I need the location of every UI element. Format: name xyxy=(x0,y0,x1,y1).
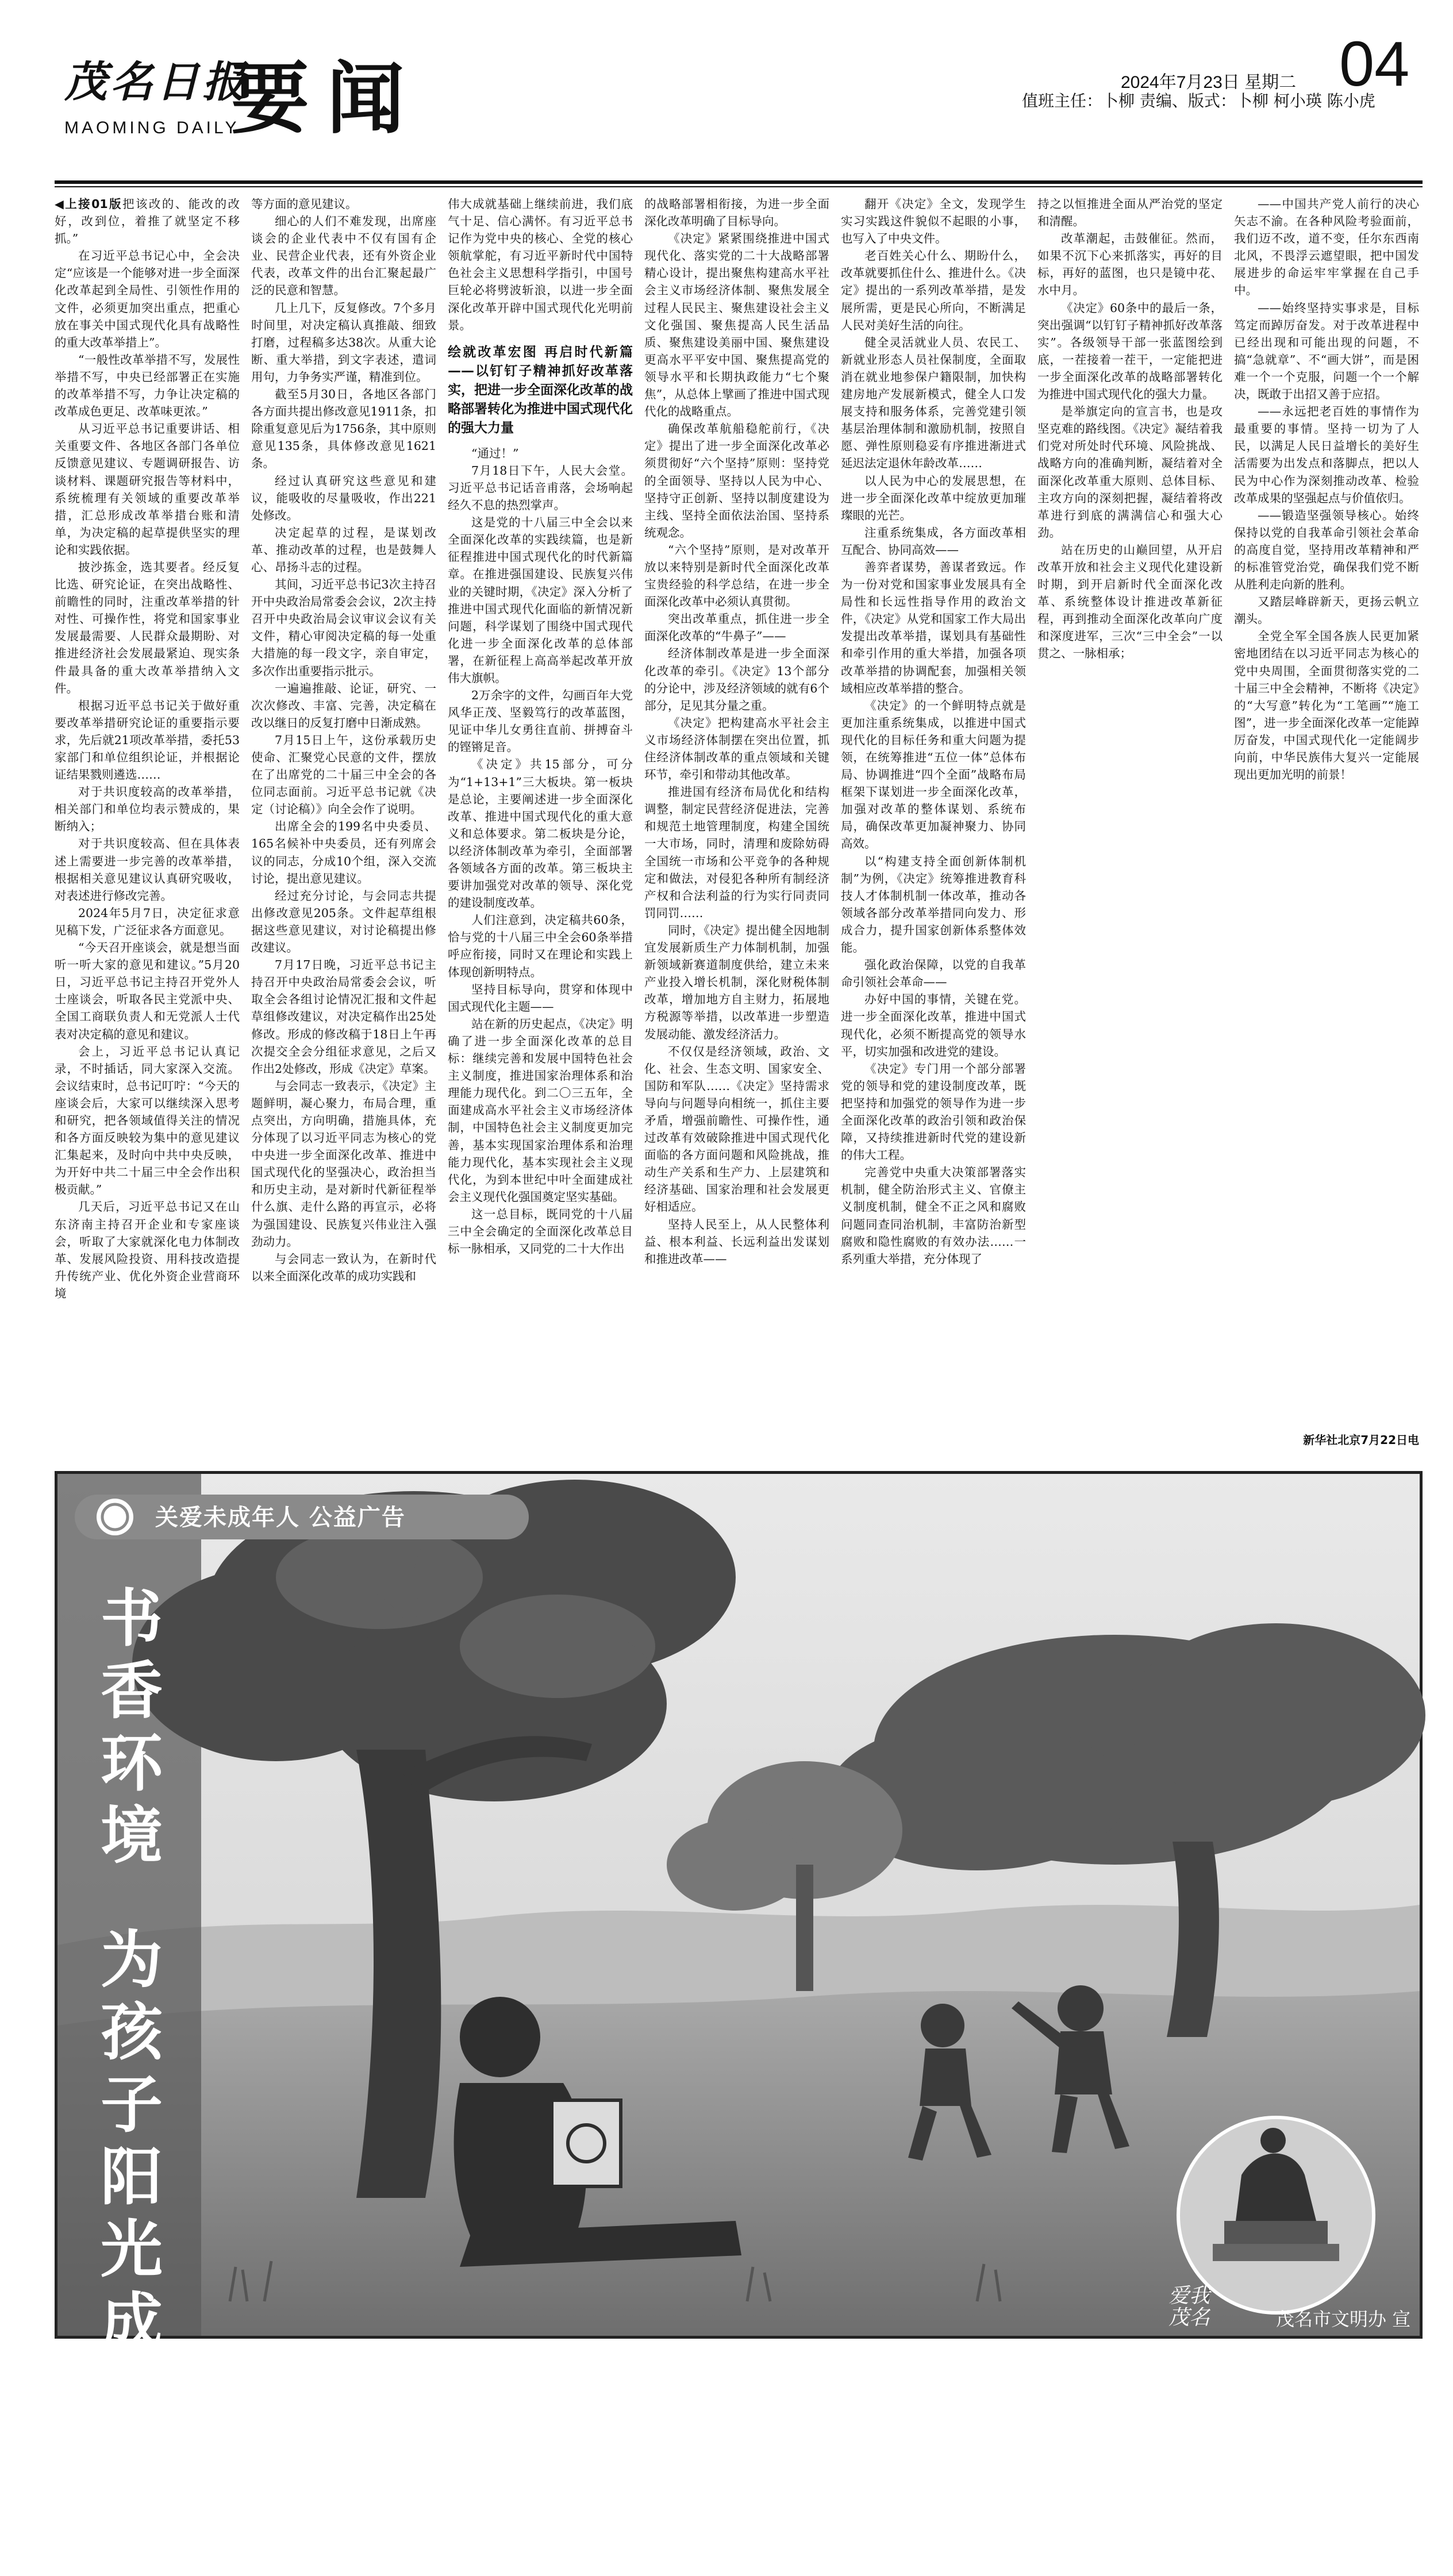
newspaper-logo-en: MAOMING DAILY xyxy=(64,118,240,137)
paragraph: 披沙拣金，选其要者。经反复比选、研究论证，在突出战略性、前瞻性的同时，注重改革举措的针对性、可操作性，将党和国家事业发展最需要、人民群众最期盼、对推进经济社会发展最紧迫、现实条件最具备的重大改革举措纳入文件。 xyxy=(55,560,240,695)
continued-marker: ◀上接01版 xyxy=(55,197,122,211)
newspaper-logo: 茂名日报 xyxy=(64,57,248,107)
paragraph: 突出改革重点，抓住进一步全面深化改革的“牛鼻子”—— xyxy=(644,612,829,644)
paragraph: 的战略部署相衔接，为进一步全面深化改革明确了目标导向。 xyxy=(644,197,829,229)
ad-slogan-line-1: 书香环境 xyxy=(100,1583,163,1872)
paragraph: 决定起草的过程，是谋划改革、推动改革的过程，也是鼓舞人心、昂扬斗志的过程。 xyxy=(251,525,436,574)
paragraph: 几天后，习近平总书记又在山东济南主持召开企业和专家座谈会，听取了大家就深化电力体制改革、发展风险投资、用科技改造提升传统产业、优化外资企业营商环境 xyxy=(55,1200,240,1300)
paragraph: 翻开《决定》全文，发现学生实习实践这件貌似不起眼的小事，也写入了中央文件。 xyxy=(841,197,1026,246)
paragraph: 经济体制改革是进一步全面深化改革的牵引。《决定》13个部分的分论中，涉及经济领域的就有6个部分，足见其分量之重。 xyxy=(644,646,829,713)
paragraph: “六个坚持”原则，是对改革开放以来特别是新时代全面深化改革宝贵经验的科学总结，在进一步全面深化改革中必须认真贯彻。 xyxy=(644,542,829,609)
paragraph: 又踏层峰辟新天，更扬云帆立潮头。 xyxy=(1234,595,1419,626)
section-title: 要闻 xyxy=(231,54,422,145)
article-column-1 xyxy=(55,195,240,1449)
paragraph: 站在历史的山巅回望，从开启改革开放和社会主义现代化建设新时期，到开启新时代全面深化改革、系统整体设计推进改革新征程，再到推动全面深化改革向广度和深度进军，三次“三中全会”一以贯之、一脉相承； xyxy=(1037,542,1223,661)
paragraph: 细心的人们不难发现，出席座谈会的企业代表中不仅有国有企业、民营企业代表，还有外资企业代表，改革文件的出台汇聚起最广泛的民意和智慧。 xyxy=(251,214,436,298)
paragraph: 出席全会的199名中央委员、165名候补中央委员，还有列席会议的同志，分成10个组，深入交流讨论，提出意见建议。 xyxy=(251,819,436,885)
article-column-6 xyxy=(1037,195,1223,1449)
paragraph: 根据习近平总书记关于做好重要改革举措研究论证的重要指示要求，先后就21项改革举措，委托53家部门和单位组织论证，并根据论证结果戮则遴选…… xyxy=(55,698,240,782)
statue-photo xyxy=(1178,2117,1374,2313)
paragraph: 以人民为中心的发展思想，在进一步全面深化改革中绽放更加璀璨眼的光芒。 xyxy=(841,473,1026,522)
paragraph: 等方面的意见建议。 xyxy=(251,197,358,211)
page-number: 04 xyxy=(1339,29,1410,99)
paragraph: 2万余字的文件，勾画百年大党风华正茂、坚毅笃行的改革蓝图，见证中华儿女勇往直前、拼搏奋斗的铿锵足音。 xyxy=(448,688,633,754)
public-service-ad xyxy=(55,1471,1423,2575)
paragraph: 注重系统集成，各方面改革相互配合、协同高效—— xyxy=(841,525,1026,557)
paragraph: 《决定》把构建高水平社会主义市场经济体制摆在突出位置，抓住经济体制改革的重点领域和关键环节，牵引和带动其他改革。 xyxy=(644,715,829,782)
paragraph: 确保改革航船稳舵前行，《决定》提出了进一步全面深化改革必须贯彻好“六个坚持”原则：坚持党的全面领导、坚持以人民为中心、坚持守正创新、坚持以制度建设为主线、坚持全面依法治国、坚持系统观念。 xyxy=(644,422,829,540)
paragraph: 《决定》的一个鲜明特点就是更加注重系统集成，以推进中国式现代化的目标任务和重大问题为提领，在统筹推进“五位一体”总体布局、协调推进“四个全面”战略布局框架下谋划进一步全面深化改革，加强对改革的整体谋划、系统布局，确保改革更加凝神聚力、协同高效。 xyxy=(841,698,1026,851)
paragraph: 强化政治保障，以党的自我革命引领社会革命—— xyxy=(841,958,1026,989)
paragraph: 办好中国的事情，关键在党。进一步全面深化改革，推进中国式现代化，必须不断提高党的领导水平，切实加强和改进党的建设。 xyxy=(841,992,1026,1058)
paragraph: 会上，习近平总书记认真记录，不时插话，同大家深入交流。会议结束时，总书记叮咛：“今天的座谈会后，大家可以继续深入思考和研究，把各领域值得关注的情况和各方面反映较为集中的意见建议汇集起来，及时向中共中央反映，为开好中共二十届三中全会作出积极贡献。” xyxy=(55,1044,240,1197)
paragraph: 对于共识度较高的改革举措，相关部门和单位均表示赞成的，果断纳入； xyxy=(55,785,240,834)
paragraph: 经过充分讨论，与会同志共提出修改意见205条。文件起草组根据这些意见建议，对讨论稿提出修改建议。 xyxy=(251,888,436,955)
paragraph: “一般性改革举措不写，发展性举措不写，中央已经部署正在实施的改革举措不写，力争让决定稿的改革成色更足、改革味更浓。” xyxy=(55,352,240,419)
subheading: 绘就改革宏图 再启时代新篇——以钉钉子精神抓好改革落实，把进一步全面深化改革的战略部署转化为推进中国式现代化的强大力量 xyxy=(448,344,633,436)
paragraph: “通过！” xyxy=(471,446,519,460)
paragraph: 与会同志一致认为，在新时代以来全面深化改革的成功实践和 xyxy=(251,1252,436,1283)
paragraph: 站在新的历史起点，《决定》明确了进一步全面深化改革的总目标：继续完善和发展中国特色社会主义制度，推进国家治理体系和治理能力现代化。到二〇三五年，全面建成高水平社会主义市场经济体制，中国特色社会主义制度更加完善，基本实现国家治理体系和治理能力现代化，基本实现社会主义现代化，为到本世纪中叶全面建成社会主义现代化强国奠定坚实基础。 xyxy=(448,1016,633,1204)
paragraph: 对于共识度较高、但在具体表述上需要进一步完善的改革举措，根据相关意见建议认真研究吸收，对表述进行修改完善。 xyxy=(55,837,240,903)
paragraph: 从习近平总书记重要讲话、相关重要文件、各地区各部门各单位反馈意见建议、专题调研报告、访谈材料、课题研究报告等材料中，系统梳理有关领域的重要改革举措，汇总形成改革举措台账和清单，为决定稿的起草提供坚实的理论和实践依据。 xyxy=(55,422,240,557)
paragraph: 持之以恒推进全面从严治党的坚定和清醒。 xyxy=(1037,197,1223,229)
paragraph: ——始终坚持实事求是，目标笃定而踔厉奋发。对于改革进程中已经出现和可能出现的问题，不搞“急就章”、不“画大饼”，而是困难一个一个克服，问题一个一个解决，既敢于出招又善于应招。 xyxy=(1234,301,1419,402)
paragraph: 《决定》60条中的最后一条，突出强调“以钉钉子精神抓好改革落实”。各级领导干部一张蓝图绘到底，一茬接着一茬干，一定能把进一步全面深化改革的战略部署转化为推进中国式现代化的强大力量。 xyxy=(1037,301,1223,402)
paragraph: 其间，习近平总书记3次主持召开中央政治局常委会会议，2次主持召开中央政治局会议审议会议有关文件，精心审阅决定稿的每一处重大措施的每一段文字，亲自审定，多次作出重要指示批示。 xyxy=(251,577,436,678)
ad-sponsor: 茂名市文明办 宣 xyxy=(1276,2308,1411,2330)
ad-script-logo: 爱我茂名 xyxy=(1168,2284,1210,2329)
paragraph: 在习近平总书记心中，全会决定“应该是一个能够对进一步全面深化改革起到全局性、引领性作用的文件，必须更加突出重点，把重心放在事关中国式现代化具有战略性的重大改革举措上”。 xyxy=(55,249,240,349)
paragraph: 伟大成就基础上继续前进，我们底气十足、信心满怀。有习近平总书记作为党中央的核心、全党的核心领航掌舵，有习近平新时代中国特色社会主义思想科学指引，中国号巨轮必将劈波斩浪，以进一步全面深化改革开辟中国式现代化光明前景。 xyxy=(448,197,633,332)
paragraph: 7月18日下午，人民大会堂。习近平总书记话音甫落，会场响起经久不息的热烈掌声。 xyxy=(448,463,633,513)
paragraph: 经过认真研究这些意见和建议，能吸收的尽量吸收，作出221处修改。 xyxy=(251,473,436,522)
paragraph: 这一总目标，既同党的十八届三中全会确定的全面深化改革总目标一脉相承，又同党的二十大作出 xyxy=(448,1207,633,1256)
article-column-2 xyxy=(251,195,436,1449)
masthead xyxy=(0,0,1453,145)
lead-paragraph xyxy=(55,195,240,247)
paragraph: 一遍遍推敲、论证，研究、一次次修改、丰富、完善，决定稿在改以继日的反复打磨中日渐成熟。 xyxy=(251,681,436,730)
ad-slogan xyxy=(89,1583,175,2576)
paragraph: 坚持人民至上，从人民整体利益、根本利益、长远利益出发谋划和推进改革—— xyxy=(644,1217,829,1266)
header-rule-thick xyxy=(55,180,1423,184)
paragraph: 全党全军全国各族人民更加紧密地团结在以习近平同志为核心的党中央周围，全面贯彻落实党的二十届三中全会精神，不断将《决定》的“大写意”转化为“工笔画”“施工图”，进一步全面深化改革一定能踔厉奋发，中国式现代化一定能阔步向前，中华民族伟大复兴一定能展现出更加光明的前景！ xyxy=(1234,629,1419,782)
paragraph: 7月17日晚，习近平总书记主持召开中央政治局常委会会议，听取全会各组讨论情况汇报和文件起草组修改建议，对决定稿作出25处修改。形成的修改稿于18日上午再次提交全会分组征求意见，之后又作出2处修改，形成《决定》草案。 xyxy=(251,958,436,1076)
paragraph: 2024年5月7日，决定征求意见稿下发，广泛征求各方面意见。 xyxy=(55,906,240,937)
paragraph: ——锻造坚强领导核心。始终保持以党的自我革命引领社会革命的高度自觉，坚持用改革精神和严的标准管党治党，确保我们党不断从胜利走向新的胜利。 xyxy=(1234,508,1419,592)
paragraph: 《决定》专门用一个部分部署党的领导和党的建设制度改革，既把坚持和加强党的领导作为进一步全面深化改革的政治引领和政治保障，又持续推进新时代党的建设新的伟大工程。 xyxy=(841,1061,1026,1162)
issue-date: 2024年7月23日 星期二 xyxy=(1121,73,1297,92)
paragraph: 截至5月30日，各地区各部门各方面共提出修改意见1911条，扣除重复意见后为1756条，其中原则意见135条，具体修改意见1621条。 xyxy=(251,387,436,471)
paragraph: 以“构建支持全面创新体制机制”为例，《决定》统筹推进教育科技人才体制机制一体改革，推动各领域各部分改革举措同向发力、形成合力，提升国家创新体系整体效能。 xyxy=(841,854,1026,955)
paragraph: 与会同志一致表示，《决定》主题鲜明，凝心聚力，布局合理，重点突出，方向明确，措施具体，充分体现了以习近平同志为核心的党中央进一步全面深化改革、推进中国式现代化的坚强决心，政治担当和历史主动，是对新时代新征程举什么旗、走什么路的再宣示，必将为强国建设、民族复兴伟业注入强劲动力。 xyxy=(251,1079,436,1249)
paragraph: 不仅仅是经济领域，政治、文化、社会、生态文明、国家安全、国防和军队……《决定》坚持需求导向与问题导向相统一，抓住主要矛盾，增强前瞻性、可操作性，通过改革有效破除推进中国式现代化面临的各方面问题和风险挑战，推动生产关系和生产力、上层建筑和经济基础、国家治理和社会发展更好相适应。 xyxy=(644,1044,829,1214)
article-column-5 xyxy=(841,195,1026,1449)
header-rule-thin xyxy=(55,186,1423,187)
paragraph: 同时，《决定》提出健全因地制宜发展新质生产力体制机制，加强新领域新赛道制度供给，建立未来产业投入增长机制，深化财税体制改革，增加地方自主财力，拓展地方税源等举措，以改革进一步塑造发展动能、激发经济活力。 xyxy=(644,923,829,1041)
article-column-3 xyxy=(448,195,633,1449)
paragraph: ——中国共产党人前行的决心矢志不渝。在各种风险考验面前，我们迈不改，道不变，任尔东西南北风，不畏浮云遮望眼，把中国发展进步的命运牢牢掌握在自己手中。 xyxy=(1234,197,1419,298)
paragraph: 人们注意到，决定稿共60条，恰与党的十八届三中全会60条举措呼应衔接，同时又在理论和实践上体现创新明特点。 xyxy=(448,913,633,979)
article-dateline: 新华社北京7月22日电 xyxy=(1303,1433,1419,1447)
paragraph: 改革潮起，击鼓催征。然而，如果不沉下心来抓落实，再好的目标，再好的蓝图，也只是镜中花、水中月。 xyxy=(1037,232,1223,298)
paragraph: 是举旗定向的宣言书，也是攻坚克难的路线图。《决定》凝结着我们党对所处时代环境、风险挑战、战略方向的准确判断，凝结着对全面深化改革重大原则、总体目标、主攻方向的深刻把握，凝结着将改革进行到底的满满信心和强大心劲。 xyxy=(1037,405,1223,540)
paragraph: 坚持目标导向，贯穿和体现中国式现代化主题—— xyxy=(448,982,633,1014)
ad-banner: 关爱未成年人 公益广告 xyxy=(155,1504,406,1531)
paragraph: 完善党中央重大决策部署落实机制，健全防治形式主义、官僚主义制度机制，健全不正之风和腐败问题同查同治机制，丰富防治新型腐败和隐性腐败的有效办法……一系列重大举措，充分体现了 xyxy=(841,1165,1026,1266)
paragraph: 几上几下，反复修改。7个多月时间里，对决定稿认真推敲、细致打磨，过程稿多达38次。从重大论断、重大举措，到文字表述，遣词用句，力争务实严谨，精准到位。 xyxy=(251,301,436,384)
paragraph: “今天召开座谈会，就是想当面听一听大家的意见和建议。”5月20日，习近平总书记主持召开党外人士座谈会，听取各民主党派中央、全国工商联负责人和无党派人士代表对决定稿的意见和建议。 xyxy=(55,941,240,1041)
editor-credits: 值班主任：卜柳 责编、版式：卜柳 柯小瑛 陈小虎 xyxy=(1022,91,1375,110)
paragraph: 《决定》共15部分，可分为“1+13+1”三大板块。第一板块是总论，主要阐述进一步全面深化改革、推进中国式现代化的重大意义和总体要求。第二板块是分论，以经济体制改革为牵引，全面部署各领域各方面的改革。第三板块主要讲加强党对改革的领导、深化党的建设制度改革。 xyxy=(448,757,633,910)
article-column-4 xyxy=(644,195,829,1449)
paragraph: ——永远把老百姓的事情作为最重要的事情。坚持一切为了人民，以满足人民日益增长的美好生活需要为出发点和落脚点，把以人民为中心作为深刻推动改革、检验改革成果的坚强起点与价值依归。 xyxy=(1234,405,1419,505)
paragraph: 健全灵活就业人员、农民工、新就业形态人员社保制度，全面取消在就业地参保户籍限制，加快构建房地产发展新模式，健全人口发展支持和服务体系，完善党建引领基层治理体制和激励机制，按照自愿、弹性原则稳妥有序推进渐进式延迟法定退休年龄改革…… xyxy=(841,335,1026,471)
article-column-7 xyxy=(1234,195,1419,1449)
paragraph: 把该改的、能改的改好，改到位，着推了就坚定不移抓。” xyxy=(55,197,240,246)
paragraph: 《决定》紧紧围绕推进中国式现代化、落实党的二十大战略部署精心设计，提出聚焦构建高水平社会主义市场经济体制、聚焦发展全过程人民民主、聚焦建设社会主义文化强国、聚焦提高人民生活品质、聚焦建设美丽中国、聚焦建设更高水平平安中国、聚焦提高党的领导水平和长期执政能力“七个聚焦”，从总体上擘画了推进中国式现代化的战略重点。 xyxy=(644,232,829,419)
paragraph: 7月15日上午，这份承载历史使命、汇聚党心民意的文件，摆放在了出席党的二十届三中全会的各位同志面前。习近平总书记就《决定（讨论稿）》向全会作了说明。 xyxy=(251,733,436,817)
paragraph: 老百姓关心什么、期盼什么，改革就要抓住什么、推进什么。《决定》提出的一系列改革举措，是发展所需，更是民心所向，不断满足人民对美好生活的向往。 xyxy=(841,249,1026,332)
paragraph: 这是党的十八届三中全会以来全面深化改革的实践续篇，也是新征程推进中国式现代化的时代新篇章。在推进强国建设、民族复兴伟业的关键时期，《决定》深入分析了推进中国式现代化面临的新情况新问题，科学谋划了围绕中国式现代化进一步全面深化改革的总体部署，在新征程上高高举起改革开放伟大旗帜。 xyxy=(448,515,633,685)
paragraph: 推进国有经济布局优化和结构调整，制定民营经济促进法，完善和规范土地管理制度，构建全国统一大市场，同时，清理和废除妨碍全国统一市场和公平竞争的各种规定和做法，对侵犯各种所有制经济产权和合法利益的行为实行同责同罚同罚…… xyxy=(644,785,829,920)
ad-illustration xyxy=(57,1474,1420,2336)
paragraph: 善弈者谋势，善谋者致远。作为一份对党和国家事业发展具有全局性和长远性指导作用的政治文件，《决定》从党和国家工作大局出发提出改革举措，谋划具有基础性和牵引作用的重大举措，加强各项改革举措的协调配套，加强相关领域相应改革举措的整合。 xyxy=(841,560,1026,695)
ad-slogan-line-2: 为孩子阳光成长护航 xyxy=(100,1924,163,2575)
